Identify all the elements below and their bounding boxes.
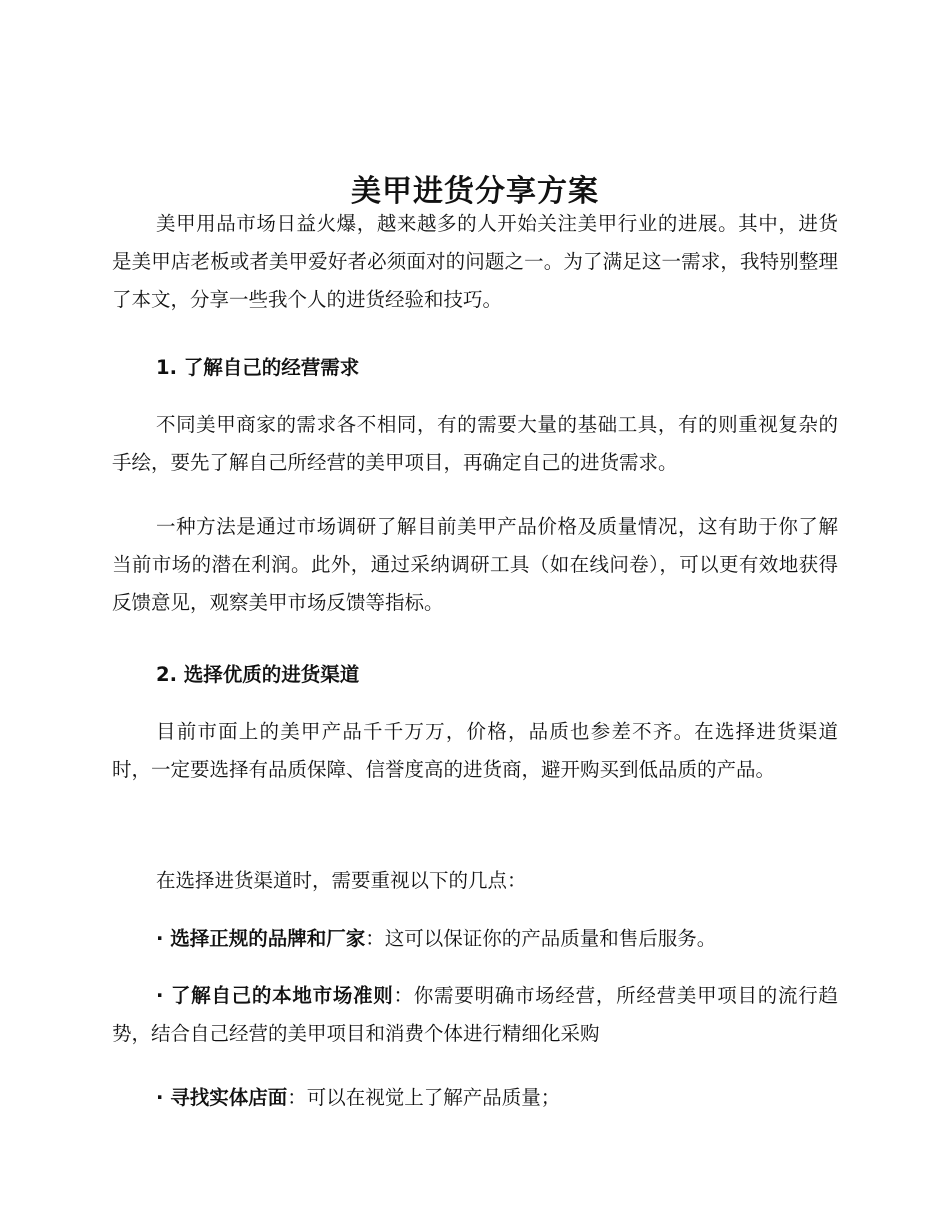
section2-heading: 2. 选择优质的进货渠道 <box>156 663 360 686</box>
bullet-item-text: ：可以在视觉上了解产品质量； <box>287 1086 561 1109</box>
section1-heading: 1. 了解自己的经营需求 <box>156 356 360 379</box>
bullet-item-label: · 寻找实体店面 <box>156 1086 288 1109</box>
bullet-item-label: · 了解自己的本地市场准则 <box>156 984 394 1007</box>
section2-paragraph-2: 在选择进货渠道时，需要重视以下的几点： <box>156 869 527 892</box>
section1-paragraph-2: 一种方法是通过市场调研了解目前美甲产品价格及质量情况，这有助于你了解当前市场的潜在利润。此外，通过采纳调研工具（如在线问卷），可以更有效地获得反馈意见，观察美甲市场反馈等指标。 <box>112 515 838 614</box>
bullet-item-label: · 选择正规的品牌和厂家 <box>156 927 366 950</box>
bullet-item-text: ：这可以保证你的产品质量和售后服务。 <box>365 927 717 950</box>
intro-paragraph: 美甲用品市场日益火爆，越来越多的人开始关注美甲行业的进展。其中，进货是美甲店老板或者美甲爱好者必须面对的问题之一。为了满足这一需求，我特别整理了本文，分享一些我个人的进货经验和技巧。 <box>112 212 838 311</box>
document-title: 美甲进货分享方案 <box>351 174 599 210</box>
section2-paragraph-1: 目前市面上的美甲产品千千万万，价格，品质也参差不齐。在选择进货渠道时，一定要选择有品质保障、信誉度高的进货商，避开购买到低品质的产品。 <box>112 720 838 781</box>
bullet-item <box>112 920 838 958</box>
bullet-item <box>112 1079 838 1117</box>
bullet-item-text: ：你需要明确市场经营，所经营美甲项目的流行趋势，结合自己经营的美甲项目和消费个体进行精细化采购 <box>112 984 838 1045</box>
section1-paragraph-1: 不同美甲商家的需求各不相同，有的需要大量的基础工具，有的则重视复杂的手绘，要先了解自己所经营的美甲项目，再确定自己的进货需求。 <box>112 413 838 474</box>
bullet-item <box>112 977 838 1053</box>
